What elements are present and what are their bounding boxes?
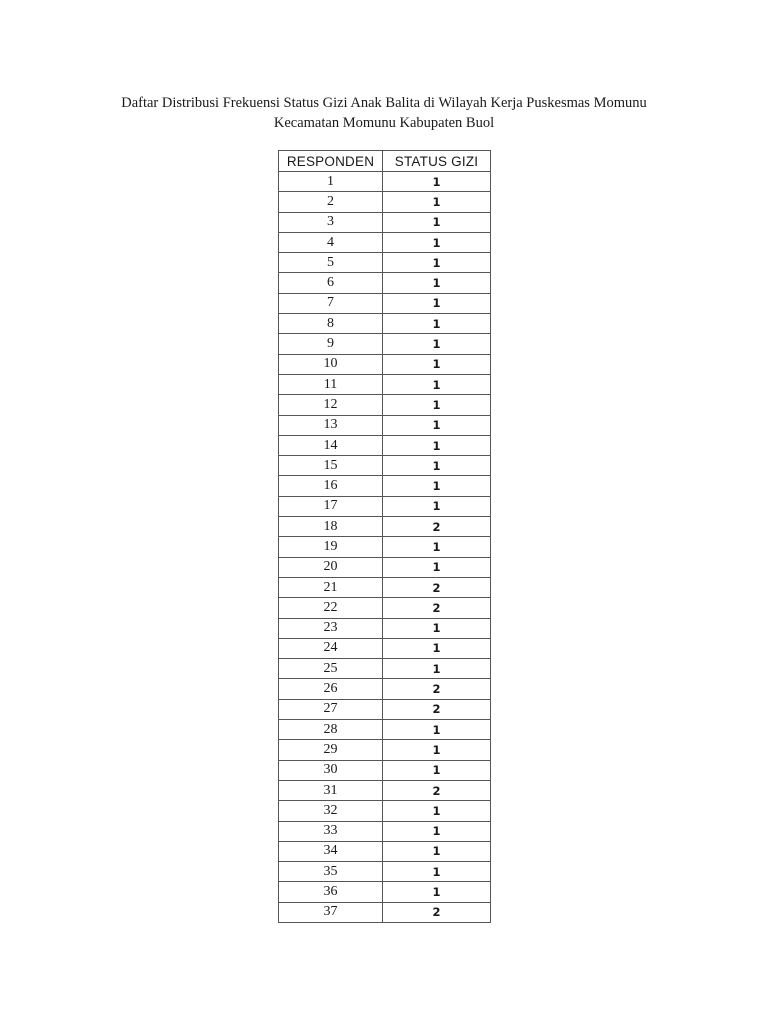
table-row: [279, 517, 491, 537]
table-row: [279, 801, 491, 821]
responden-cell: 10: [279, 354, 383, 374]
table-row: [279, 293, 491, 313]
responden-cell: 5: [279, 253, 383, 273]
responden-cell: 22: [279, 598, 383, 618]
status-gizi-cell: 1: [383, 862, 491, 882]
table-row: [279, 882, 491, 902]
document-title-line2-clipped: [0, 114, 768, 131]
table-row: [279, 374, 491, 394]
status-gizi-cell: 1: [383, 334, 491, 354]
table-row: [279, 395, 491, 415]
responden-cell: 9: [279, 334, 383, 354]
responden-cell: 15: [279, 456, 383, 476]
header-responden: RESPONDEN: [279, 151, 383, 172]
table-row: [279, 760, 491, 780]
responden-cell: 37: [279, 902, 383, 922]
responden-cell: 18: [279, 517, 383, 537]
status-gizi-cell: 1: [383, 537, 491, 557]
responden-cell: 28: [279, 720, 383, 740]
responden-cell: 16: [279, 476, 383, 496]
status-gizi-cell: 1: [383, 496, 491, 516]
responden-cell: 19: [279, 537, 383, 557]
responden-cell: 29: [279, 740, 383, 760]
table-row: [279, 841, 491, 861]
frequency-table: [278, 150, 491, 923]
status-gizi-cell: 2: [383, 517, 491, 537]
table-row: [279, 496, 491, 516]
status-gizi-cell: 1: [383, 476, 491, 496]
responden-cell: 21: [279, 577, 383, 597]
table-row: [279, 253, 491, 273]
header-status-gizi: STATUS GIZI: [383, 151, 491, 172]
status-gizi-cell: 1: [383, 659, 491, 679]
document-title: Daftar Distribusi Frekuensi Status Gizi Anak Balita di Wilayah Kerja Puskesmas Momunu: [121, 95, 647, 111]
table-row: [279, 862, 491, 882]
status-gizi-cell: 1: [383, 821, 491, 841]
responden-cell: 31: [279, 780, 383, 800]
status-gizi-cell: 1: [383, 232, 491, 252]
status-gizi-cell: 2: [383, 598, 491, 618]
responden-cell: 2: [279, 192, 383, 212]
responden-cell: 35: [279, 862, 383, 882]
responden-cell: 30: [279, 760, 383, 780]
status-gizi-cell: 1: [383, 395, 491, 415]
table-row: [279, 638, 491, 658]
table-row: [279, 172, 491, 192]
table-row: [279, 537, 491, 557]
responden-cell: 6: [279, 273, 383, 293]
status-gizi-cell: 1: [383, 841, 491, 861]
table-row: [279, 354, 491, 374]
table-row: [279, 314, 491, 334]
table-body: [279, 172, 491, 923]
status-gizi-cell: 1: [383, 760, 491, 780]
status-gizi-cell: 1: [383, 212, 491, 232]
responden-cell: 11: [279, 374, 383, 394]
responden-cell: 20: [279, 557, 383, 577]
status-gizi-cell: 2: [383, 699, 491, 719]
status-gizi-cell: 2: [383, 780, 491, 800]
table-row: [279, 476, 491, 496]
table-row: [279, 740, 491, 760]
status-gizi-cell: 1: [383, 192, 491, 212]
status-gizi-cell: 1: [383, 740, 491, 760]
responden-cell: 12: [279, 395, 383, 415]
responden-cell: 33: [279, 821, 383, 841]
table-row: [279, 720, 491, 740]
status-gizi-cell: 1: [383, 882, 491, 902]
responden-cell: 3: [279, 212, 383, 232]
responden-cell: 14: [279, 435, 383, 455]
responden-cell: 7: [279, 293, 383, 313]
table-row: [279, 212, 491, 232]
responden-cell: 34: [279, 841, 383, 861]
responden-cell: 17: [279, 496, 383, 516]
responden-cell: 8: [279, 314, 383, 334]
table-row: [279, 618, 491, 638]
status-gizi-cell: 1: [383, 456, 491, 476]
status-gizi-cell: 1: [383, 618, 491, 638]
table-row: [279, 435, 491, 455]
table-row: [279, 192, 491, 212]
responden-cell: 23: [279, 618, 383, 638]
table-row: [279, 415, 491, 435]
responden-cell: 32: [279, 801, 383, 821]
status-gizi-cell: 1: [383, 557, 491, 577]
status-gizi-cell: 2: [383, 679, 491, 699]
table-row: [279, 273, 491, 293]
table-row: [279, 699, 491, 719]
table-row: [279, 659, 491, 679]
table-header-row: [279, 151, 491, 172]
status-gizi-cell: 1: [383, 435, 491, 455]
table-row: [279, 334, 491, 354]
responden-cell: 13: [279, 415, 383, 435]
status-gizi-cell: 1: [383, 314, 491, 334]
status-gizi-cell: 2: [383, 577, 491, 597]
status-gizi-cell: 1: [383, 720, 491, 740]
table-row: [279, 232, 491, 252]
status-gizi-cell: 2: [383, 902, 491, 922]
status-gizi-cell: 1: [383, 801, 491, 821]
table-row: [279, 902, 491, 922]
table-row: [279, 821, 491, 841]
status-gizi-cell: 1: [383, 253, 491, 273]
table-row: [279, 780, 491, 800]
responden-cell: 25: [279, 659, 383, 679]
responden-cell: 4: [279, 232, 383, 252]
table-row: [279, 679, 491, 699]
status-gizi-cell: 1: [383, 374, 491, 394]
table-row: [279, 577, 491, 597]
status-gizi-cell: 1: [383, 354, 491, 374]
status-gizi-cell: 1: [383, 273, 491, 293]
responden-cell: 24: [279, 638, 383, 658]
responden-cell: 1: [279, 172, 383, 192]
status-gizi-cell: 1: [383, 415, 491, 435]
table-row: [279, 598, 491, 618]
status-gizi-cell: 1: [383, 172, 491, 192]
document-title-line2: Kecamatan Momunu Kabupaten Buol: [273, 115, 495, 131]
responden-cell: 26: [279, 679, 383, 699]
table-row: [279, 557, 491, 577]
status-gizi-cell: 1: [383, 293, 491, 313]
responden-cell: 27: [279, 699, 383, 719]
table-row: [279, 456, 491, 476]
status-gizi-cell: 1: [383, 638, 491, 658]
responden-cell: 36: [279, 882, 383, 902]
